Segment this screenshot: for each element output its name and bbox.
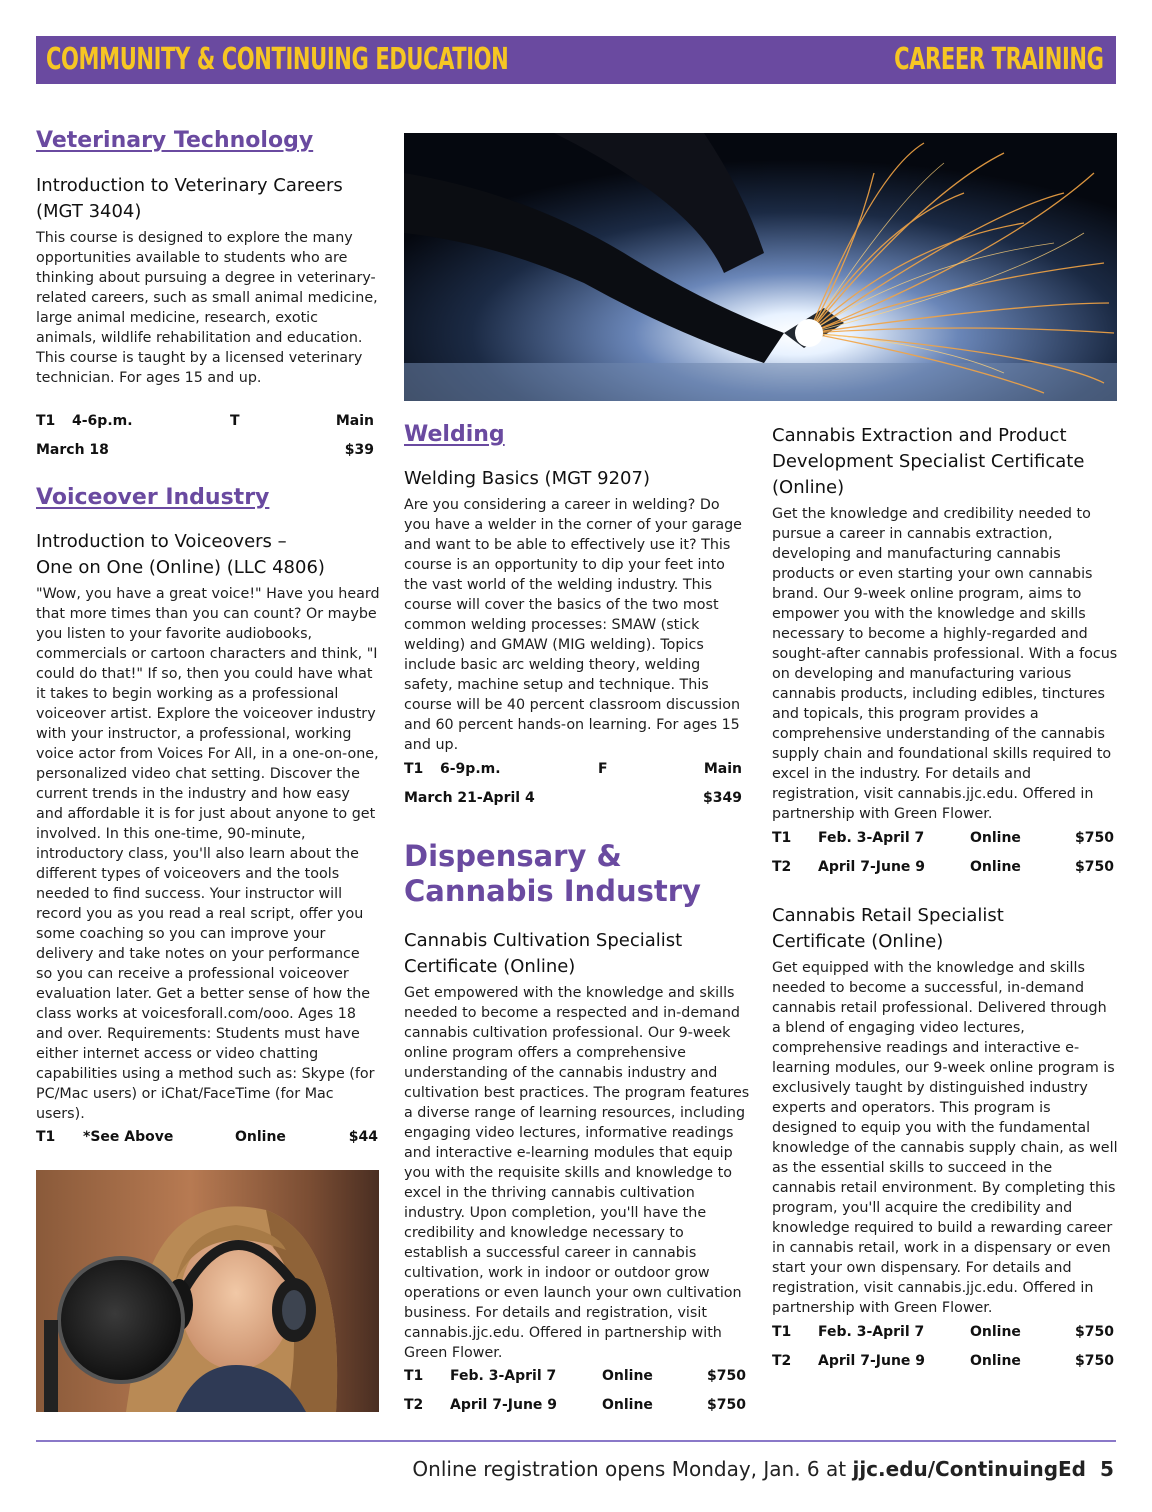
voice-row-1-price: $44 (348, 1129, 378, 1145)
vet-row-1 (36, 413, 374, 433)
extr-row-1-price: $750 (1075, 830, 1114, 846)
retail-row-1-term: T1 (772, 1324, 792, 1340)
weld-row-1-loc: Main (703, 761, 742, 777)
cult-row-1-date: Feb. 3-April 7 (450, 1368, 557, 1384)
extr-row-1-date: Feb. 3-April 7 (818, 830, 925, 846)
retail-row-1-loc: Online (970, 1324, 1021, 1340)
retail-row-2-term: T2 (772, 1353, 792, 1369)
voice-course-title-1: Introduction to Voiceovers – (36, 531, 287, 552)
voice-row-1-date: *See Above (83, 1129, 174, 1145)
cult-course-title: Cannabis Cultivation Specialist Certificate (Online) (404, 930, 683, 977)
voice-course-title-2: One on One (Online) (LLC 4806) (36, 557, 325, 578)
vet-row-1-loc: Main (335, 413, 374, 429)
vet-row-1-day: T (230, 413, 240, 429)
cult-row-1-price: $750 (707, 1368, 746, 1384)
dispensary-heading-2: Cannabis Industry (404, 874, 701, 908)
welding-photo (404, 133, 1117, 401)
weld-row-2-date: March 21-April 4 (404, 790, 535, 806)
retail-row-1-price: $750 (1075, 1324, 1114, 1340)
cult-row-1-term: T1 (404, 1368, 424, 1384)
footer-message: Online registration opens Monday, Jan. 6 at (412, 1457, 853, 1481)
vet-row-1-term: T1 (36, 413, 56, 429)
extr-course-title: Cannabis Extraction and Product Development Specialist Certificate (Online) (772, 425, 1085, 498)
voice-course-body: "Wow, you have a great voice!" Have you heard that more times than you can count? Or maybe you listen to your favorite audiobooks, commercials or cartoon characters and think, "I could do that!" If so, then you could have what it takes to begin working as a professional voiceover artist. Explore the voiceover industry with your instructor, a professional, working voice actor from Voices For All, in a one-on-one, personalized video chat setting. Discover the current trends in the industry and how easy and affordable it is for just about anyone to get involved. In this one-time, 90-minute, introductory class, you'll also learn about the different types of voiceovers and the tools needed to find success. Your instructor will record you as you read a real script, offer you some coaching so you can improve your delivery and take notes on your performance so you can receive a professional voiceover evaluation later. Get a better sense of how the class works at voicesforall.com/ooo. Ages 18 and over. Requirements: Students must have either internet access or video chatting capabilities using a method such as: Skype (for PC/Mac users) or iChat/FaceTime (for Mac users). (36, 586, 380, 1122)
vet-row-2-date: March 18 (36, 442, 109, 458)
voice-section-heading: Voiceover Industry (36, 485, 270, 510)
retail-row-2 (772, 1353, 1114, 1373)
vet-row-2 (36, 442, 374, 462)
cult-row-2 (404, 1397, 746, 1417)
extr-row-2 (772, 859, 1114, 879)
footer-link[interactable]: jjc.edu/ContinuingEd (852, 1457, 1086, 1481)
weld-row-1-time: 6-9p.m. (440, 761, 501, 777)
page-number: 5 (1100, 1457, 1114, 1481)
footer-text (412, 1457, 1086, 1481)
header-left: COMMUNITY & CONTINUING EDUCATION (46, 42, 509, 77)
retail-row-1-date: Feb. 3-April 7 (818, 1324, 925, 1340)
voice-row-1-loc: Online (235, 1129, 286, 1145)
vet-section-heading: Veterinary Technology (36, 128, 314, 153)
weld-course-body: Are you considering a career in welding? Do you have a welder in the corner of your garage and want to be able to effectively use it? This course is an opportunity to dip your feet into the vast world of the welding industry. This course will cover the basics of the two most common welding processes: SMAW (stick welding) and GMAW (MIG welding). Topics include basic arc welding theory, welding safety, machine setup and technique. This course will be 40 percent classroom discussion and 60 percent hands-on learning. For ages 15 and up. (404, 497, 742, 753)
retail-row-2-loc: Online (970, 1353, 1021, 1369)
cult-row-2-price: $750 (707, 1397, 746, 1413)
extr-row-2-term: T2 (772, 859, 792, 875)
extr-row-2-price: $750 (1075, 859, 1114, 875)
cult-course-body: Get empowered with the knowledge and skills needed to become a respected and in-demand cannabis cultivation professional. Our 9-week online program offers a comprehensive understanding of the cannabis industry and cultivation best practices. The program features a diverse range of learning resources, including engaging video lectures, informative readings and interactive e-learning modules that equip you with the requisite skills and knowledge to excel in the thriving cannabis cultivation industry. Upon completion, you'll have the credibility and knowledge necessary to establish a successful career in cannabis cultivation, work in indoor or outdoor grow operations or even launch your own cultivation business. For details and registration, visit cannabis.jjc.edu. Offered in partnership with Green Flower. (404, 985, 750, 1361)
extr-row-1-term: T1 (772, 830, 792, 846)
retail-row-2-price: $750 (1075, 1353, 1114, 1369)
header-right: CAREER TRAINING (894, 42, 1104, 77)
retail-row-2-date: April 7-June 9 (818, 1353, 926, 1369)
voice-row-1 (36, 1129, 378, 1149)
cult-row-1 (404, 1368, 746, 1388)
cult-row-2-date: April 7-June 9 (450, 1397, 558, 1413)
weld-row-2-price: $349 (703, 790, 742, 806)
weld-row-1-day: F (598, 761, 608, 777)
voice-row-1-term: T1 (36, 1129, 56, 1145)
dispensary-heading-1: Dispensary & (404, 839, 622, 873)
weld-row-2 (404, 790, 742, 810)
footer-rule (36, 1440, 1116, 1442)
extr-row-1 (772, 830, 1114, 850)
extr-row-1-loc: Online (970, 830, 1021, 846)
retail-course-body: Get equipped with the knowledge and skills needed to become a successful, in-demand cannabis retail professional. Delivered through a blend of engaging video lectures, comprehensive readings and interactive e-learning modules, our 9-week online program is exclusively taught by distinguished industry experts and operators. This program is designed to equip you with the fundamental knowledge of the cannabis supply chain, as well as the essential skills to succeed in the cannabis retail environment. By completing this program, you'll acquire the credibility and knowledge required to build a rewarding career in cannabis retail, work in a dispensary or even start your own dispensary. For details and registration, visit cannabis.jjc.edu. Offered in partnership with Green Flower. (772, 960, 1118, 1316)
cult-row-2-term: T2 (404, 1397, 424, 1413)
cult-row-2-loc: Online (602, 1397, 653, 1413)
cult-row-1-loc: Online (602, 1368, 653, 1384)
extr-row-2-date: April 7-June 9 (818, 859, 926, 875)
extr-row-2-loc: Online (970, 859, 1021, 875)
weld-row-1 (404, 761, 742, 781)
vet-row-1-time: 4-6p.m. (72, 413, 133, 429)
weld-section-heading: Welding (404, 422, 505, 447)
vet-row-2-price: $39 (344, 442, 374, 458)
vet-course-body: This course is designed to explore the many opportunities available to students who are thinking about pursuing a degree in veterinary-related careers, such as small animal medicine, large animal medicine, research, exotic animals, wildlife rehabilitation and education. This course is taught by a licensed veterinary technician. For ages 15 and up. (36, 230, 378, 386)
retail-row-1 (772, 1324, 1114, 1344)
extr-course-body: Get the knowledge and credibility needed to pursue a career in cannabis extraction, developing and manufacturing cannabis products or even starting your own cannabis brand. Our 9-week online program, aims to empower you with the knowledge and skills necessary to become a highly-regarded and sought-after cannabis professional. With a focus on developing and manufacturing various cannabis products, including edibles, tinctures and topicals, this program provides a comprehensive understanding of the cannabis supply chain and foundational skills required to excel in the industry. For details and registration, visit cannabis.jjc.edu. Offered in partnership with Green Flower. (772, 506, 1118, 822)
header-banner (36, 36, 1116, 84)
weld-course-title: Welding Basics (MGT 9207) (404, 468, 650, 489)
weld-row-1-term: T1 (404, 761, 424, 777)
voiceover-photo (36, 1170, 379, 1412)
retail-course-title: Cannabis Retail Specialist Certificate (Online) (772, 905, 1004, 952)
vet-course-title: Introduction to Veterinary Careers (MGT 3404) (36, 175, 343, 222)
